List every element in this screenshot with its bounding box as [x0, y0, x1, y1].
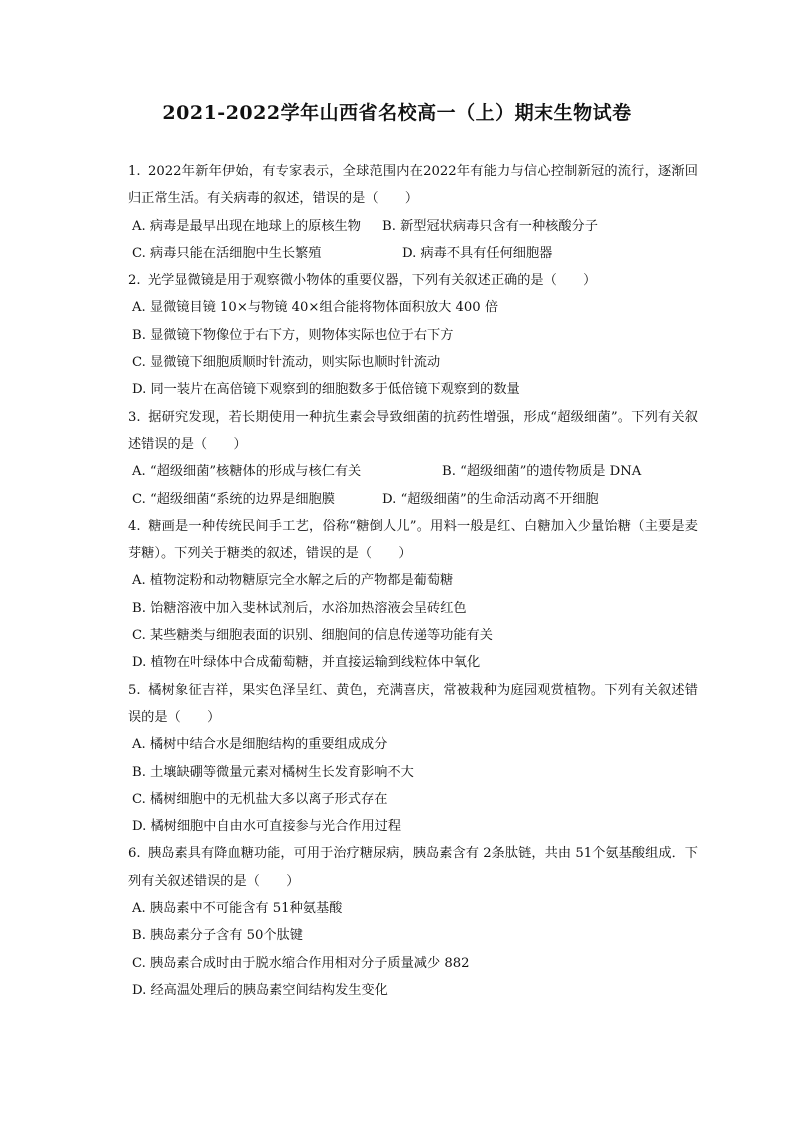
question-3 — [128, 404, 698, 513]
option-b: B. “超级细菌”的遗传物质是 DNA — [442, 464, 642, 480]
option-a: A. 显微镜目镜 10×与物镜 40×组合能将物体面积放大 400 倍 — [132, 300, 499, 316]
question-stem — [128, 404, 698, 459]
question-text: 2022年新年伊始，有专家表示，全球范围内在2022年有能力与信心控制新冠的流行，逐渐回归正常生活。有关病毒的叙述，错误的是（ ） — [128, 164, 698, 207]
option-c: C. “超级细菌“系统的边界是细胞膜 — [132, 491, 335, 507]
question-text: 糖画是一种传统民间手工艺，俗称“糖倒人儿”。用料一般是红、白糖加入少量饴糖（主要是麦芽糖）。下列关于糖类的叙述，错误的是（ ） — [128, 518, 698, 562]
question-text: 橘树象征吉祥，果实色泽呈红、黄色，充满喜庆，常被栽种为庭园观赏植物。下列有关叙述错误的是（ ） — [128, 682, 698, 725]
option-d: D. 病毒不具有任何细胞器 — [402, 245, 553, 261]
option-a: A. 橘树中结合水是细胞结构的重要组成成分 — [132, 737, 388, 753]
question-1 — [128, 158, 698, 267]
question-4 — [128, 513, 698, 677]
option-b: B. 显微镜下物像位于右下方，则物体实际也位于右下方 — [132, 327, 454, 343]
option-b: B. 新型冠状病毒只含有一种核酸分子 — [382, 218, 598, 234]
question-6 — [128, 840, 698, 1004]
option-b: B. 胰岛素分子含有 50个肽键 — [132, 928, 303, 944]
page-title: 2021-2022学年山西省名校高一（上）期末生物试卷 — [162, 102, 632, 124]
question-stem — [128, 840, 698, 895]
option-c: C. 病毒只能在活细胞中生长繁殖 — [132, 245, 322, 261]
question-2 — [128, 267, 698, 403]
option-a: A. 胰岛素中不可能含有 51种氨基酸 — [132, 901, 343, 917]
question-5 — [128, 677, 698, 841]
question-number: 5. — [128, 682, 141, 698]
option-row — [128, 213, 698, 240]
question-number: 1. — [128, 164, 141, 179]
option-c: C. 某些糖类与细胞表面的识别、细胞间的信息传递等功能有关 — [132, 628, 493, 644]
question-number: 4. — [128, 518, 141, 534]
question-text: 光学显微镜是用于观察微小物体的重要仪器，下列有关叙述正确的是（ ） — [148, 273, 597, 289]
option-d: D. 橘树细胞中自由水可直接参与光合作用过程 — [132, 819, 402, 835]
option-c: C. 橘树细胞中的无机盐大多以离子形式存在 — [132, 791, 388, 807]
question-list — [128, 158, 698, 1004]
option-c: C. 胰岛素合成时由于脱水缩合作用相对分子质量减少 882 — [132, 955, 470, 971]
question-stem — [128, 513, 698, 568]
option-row — [128, 240, 698, 267]
option-a: A. 植物淀粉和动物糖原完全水解之后的产物都是葡萄糖 — [132, 573, 454, 589]
option-d: D. 植物在叶绿体中合成葡萄糖，并直接运输到线粒体中氧化 — [132, 655, 481, 671]
option-d: D. 经高温处理后的胰岛素空间结构发生变化 — [132, 982, 388, 998]
question-number: 6. — [128, 846, 141, 862]
question-stem — [128, 677, 698, 732]
option-a: A. “超级细菌”核糖体的形成与核仁有关 — [132, 464, 362, 480]
option-b: B. 土壤缺硼等微量元素对橘树生长发育影响不大 — [132, 764, 414, 780]
option-d: D. 同一装片在高倍镜下观察到的细胞数多于低倍镜下观察到的数量 — [132, 382, 520, 398]
question-number: 2. — [128, 273, 141, 289]
question-text: 据研究发现，若长期使用一种抗生素会导致细菌的抗药性增强，形成“超级细菌”。下列有关叙述错误的是（ ） — [128, 409, 698, 452]
question-stem — [128, 158, 698, 213]
question-stem — [128, 267, 698, 294]
option-d: D. “超级细菌”的生命活动离不开细胞 — [382, 491, 599, 507]
option-c: C. 显微镜下细胞质顺时针流动，则实际也顺时针流动 — [132, 355, 441, 371]
question-text: 胰岛素具有降血糖功能，可用于治疗糖尿病，胰岛素含有 2条肽链，共由 51个氨基酸组成．下列有关叙述错误的是（ ） — [128, 846, 698, 889]
question-number: 3. — [128, 409, 141, 425]
option-b: B. 饴糖溶液中加入斐林试剂后，水浴加热溶液会呈砖红色 — [132, 600, 467, 616]
option-row — [128, 486, 698, 513]
option-row — [128, 458, 698, 485]
option-a: A. 病毒是最早出现在地球上的原核生物 — [132, 218, 361, 234]
